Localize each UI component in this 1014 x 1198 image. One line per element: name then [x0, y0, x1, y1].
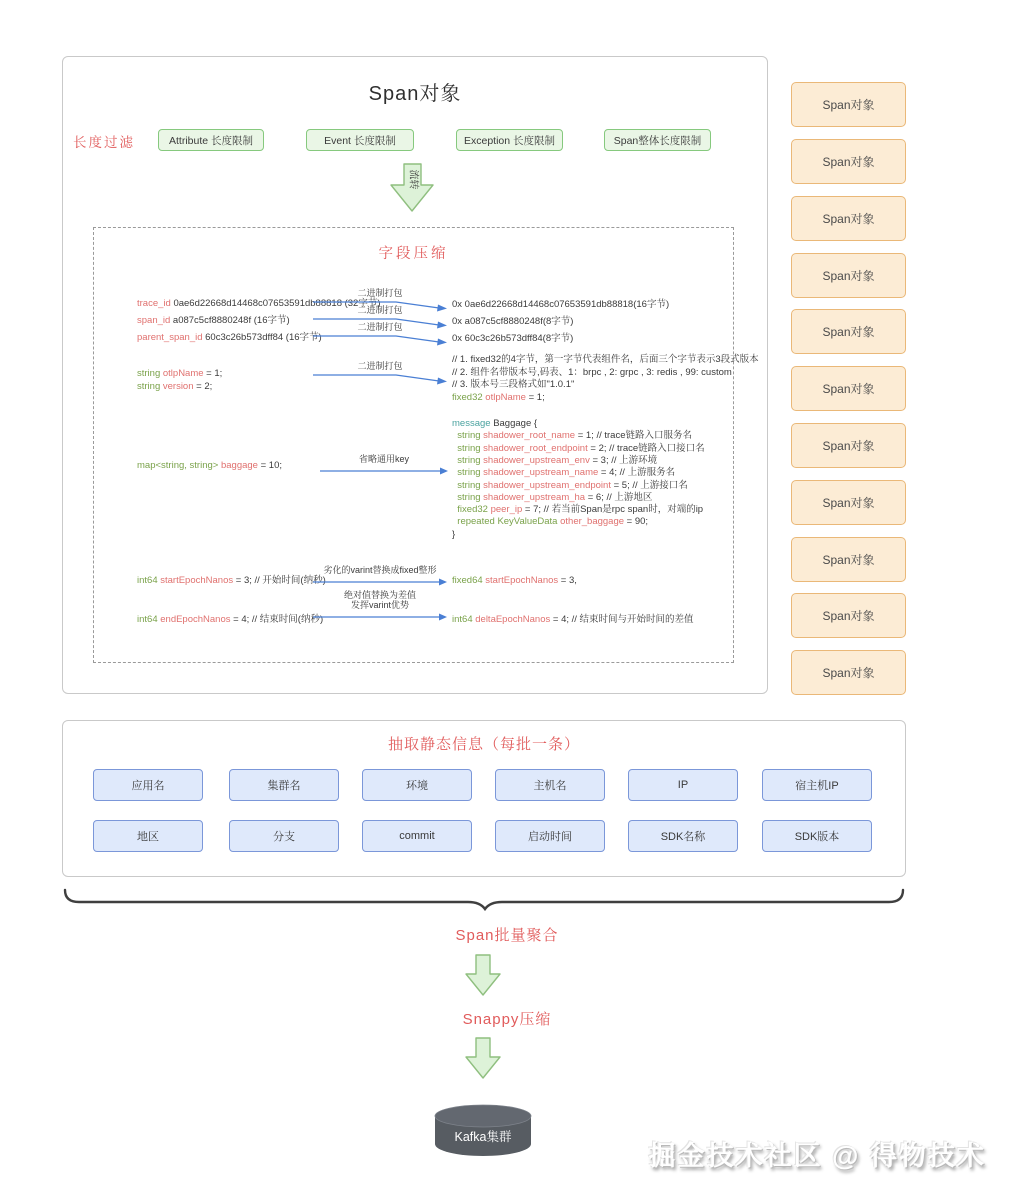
- otlp-right: [452, 379, 574, 391]
- baggage-block-line: [452, 516, 648, 528]
- baggage-block-line: [452, 443, 705, 455]
- code-segment: 0x 0ae6d22668d14468c07653591db88818(16字节): [452, 299, 670, 310]
- code-segment: shadower_upstream_env: [483, 454, 590, 466]
- span-object-box-0: Span对象: [791, 82, 906, 127]
- static-field-button: 分支: [229, 820, 339, 852]
- code-segment: = 1;: [203, 368, 223, 379]
- baggage-left: [137, 460, 282, 472]
- static-field-button: commit: [362, 820, 472, 852]
- baggage-block-line: [452, 504, 703, 516]
- down-arrow-icon: [464, 1037, 502, 1085]
- filter-button-2: Exception 长度限制: [456, 129, 563, 151]
- code-segment: fixed32: [452, 392, 486, 404]
- code-segment: shadower_root_endpoint: [483, 442, 588, 454]
- static-field-button: SDK版本: [762, 820, 872, 852]
- code-segment: trace_id: [137, 298, 174, 309]
- baggage-block-line: [452, 418, 537, 430]
- flow-arrow-label: 流转: [407, 169, 419, 190]
- right-arrow-icon: [312, 610, 448, 624]
- code-segment: fixed32: [457, 504, 491, 516]
- static-field-button: 集群名: [229, 769, 339, 801]
- code-segment: 0x 60c3c26b573dff84(8字节): [452, 333, 574, 344]
- span-object-box-3: Span对象: [791, 253, 906, 298]
- batch-aggregate-label: Span批量聚合: [455, 927, 559, 944]
- code-segment: = 1;: [525, 392, 545, 404]
- arrow-label: 二进制打包: [357, 288, 403, 298]
- right-arrow-icon: [312, 575, 448, 589]
- static-info-panel: [62, 720, 906, 877]
- time-row-right: [452, 575, 577, 587]
- arrow-label: 发挥varint优势: [350, 600, 409, 610]
- code-segment: string: [457, 467, 484, 479]
- blue-arrow: [312, 361, 448, 385]
- code-segment: = 5; // 上游接口名: [610, 479, 688, 491]
- right-arrow-icon: [312, 371, 448, 385]
- code-segment: span_id: [137, 315, 173, 326]
- code-segment: = 10;: [257, 460, 282, 471]
- watermark: 掘金技术社区 @ 得物技术: [648, 1141, 986, 1171]
- static-field-button: 启动时间: [495, 820, 605, 852]
- arrow-label: 二进制打包: [357, 322, 403, 332]
- blue-arrow: [312, 565, 448, 589]
- span-object-box-7: Span对象: [791, 480, 906, 525]
- code-segment: string: [457, 479, 484, 491]
- id-row-right: [452, 316, 573, 328]
- code-segment: }: [452, 528, 456, 540]
- blue-arrow: [312, 590, 448, 624]
- filter-button-3: Span整体长度限制: [604, 129, 711, 151]
- code-segment: string: [137, 368, 163, 379]
- baggage-block-line: [452, 529, 455, 541]
- filter-button-1: Event 长度限制: [306, 129, 414, 151]
- time-row-right: [452, 614, 694, 626]
- baggage-block-line: [452, 480, 688, 492]
- code-segment: a087c5cf8880248f (16字节): [172, 315, 290, 326]
- code-segment: endEpochNanos: [160, 614, 231, 625]
- kafka-cluster-label: Kafka集群: [454, 1130, 512, 1144]
- code-segment: int64: [452, 614, 476, 625]
- code-segment: = 3,: [558, 575, 577, 586]
- otlp-right: [452, 367, 732, 379]
- code-segment: shadower_upstream_ha: [483, 491, 586, 503]
- code-segment: startEpochNanos: [160, 575, 234, 586]
- baggage-block-line: [452, 455, 657, 467]
- static-field-button: 主机名: [495, 769, 605, 801]
- code-segment: = 2; // trace链路入口接口名: [587, 442, 705, 454]
- code-segment: shadower_upstream_name: [483, 467, 599, 479]
- code-segment: string: [137, 381, 163, 392]
- blue-arrow: [319, 454, 449, 478]
- static-field-button: 地区: [93, 820, 203, 852]
- code-segment: other_baggage: [560, 516, 625, 528]
- code-segment: = 6; // 上游地区: [585, 491, 653, 503]
- span-object-box-6: Span对象: [791, 423, 906, 468]
- static-info-title: 抽取静态信息（每批一条）: [387, 736, 580, 753]
- code-segment: // 1. fixed32的4字节，第一字节代表组件名，后面三个字节表示3段式版本: [452, 354, 759, 365]
- length-filter-label: 长度过滤: [73, 135, 135, 150]
- time-row-left: [137, 575, 326, 587]
- code-segment: otlpName: [162, 368, 204, 379]
- span-object-box-10: Span对象: [791, 650, 906, 695]
- code-segment: string: [457, 454, 484, 466]
- id-row-left: [137, 315, 290, 327]
- field-compression-box: [93, 227, 759, 663]
- otlp-right: [452, 392, 545, 404]
- right-arrow-icon: [312, 332, 448, 346]
- code-segment: 0ae6d22668d14468c07653591db88818 (32字节): [173, 298, 381, 309]
- code-segment: version: [162, 381, 194, 392]
- code-segment: baggage: [220, 460, 258, 471]
- code-segment: KeyValueData: [497, 516, 561, 528]
- code-segment: shadower_root_name: [483, 430, 576, 442]
- id-row-left: [137, 332, 322, 344]
- code-segment: = 1; // trace链路入口服务名: [575, 430, 692, 442]
- otlp-left: [137, 381, 212, 393]
- baggage-block-line: [452, 467, 675, 479]
- baggage-block-line: [452, 430, 692, 442]
- baggage-block-line: [452, 492, 652, 504]
- span-object-box-2: Span对象: [791, 196, 906, 241]
- code-segment: startEpochNanos: [485, 575, 559, 586]
- time-row-left: [137, 614, 323, 626]
- otlp-left: [137, 368, 222, 380]
- right-arrow-icon: [319, 464, 449, 478]
- code-segment: 60c3c26b573dff84 (16字节): [205, 332, 322, 343]
- code-segment: // 2. 组件名带版本号,码表、1：brpc , 2: grpc , 3: redis , 99: custom: [452, 366, 732, 378]
- code-segment: string: [457, 491, 484, 503]
- static-field-button: 环境: [362, 769, 472, 801]
- code-segment: map<string, string>: [137, 460, 221, 471]
- arrow-label: 劣化的varint替换成fixed整形: [323, 565, 437, 575]
- code-segment: fixed64: [452, 575, 486, 586]
- code-segment: = 4; // 结束时间与开始时间的差值: [550, 614, 694, 625]
- code-segment: = 7; // 若当前Span是rpc span时，对端的ip: [522, 504, 704, 516]
- code-segment: parent_span_id: [137, 332, 206, 343]
- id-row-right: [452, 333, 573, 345]
- arrow-label: 二进制打包: [357, 361, 403, 371]
- code-segment: = 3; // 上游环境: [589, 454, 658, 466]
- code-segment: string: [457, 442, 484, 454]
- span-object-panel: [62, 56, 768, 694]
- arrow-label: 绝对值替换为差值: [343, 590, 416, 600]
- down-arrow-icon: [464, 954, 502, 1002]
- blue-arrow: [312, 322, 448, 346]
- code-segment: = 4; // 结束时间(纳秒): [230, 614, 324, 625]
- arrow-label: 二进制打包: [357, 305, 403, 315]
- code-segment: int64: [137, 575, 161, 586]
- code-segment: // 3. 版本号三段格式如"1.0.1": [452, 379, 575, 391]
- code-segment: = 3; // 开始时间(纳秒): [233, 575, 326, 586]
- field-compression-title: 字段压缩: [378, 246, 449, 262]
- code-segment: peer_ip: [490, 504, 523, 516]
- code-segment: = 90;: [624, 516, 649, 528]
- static-field-button: 宿主机IP: [762, 769, 872, 801]
- span-panel-title: Span对象: [368, 83, 462, 105]
- code-segment: string: [457, 430, 484, 442]
- code-segment: otlpName: [485, 392, 526, 404]
- static-field-button: 应用名: [93, 769, 203, 801]
- code-segment: = 4; // 上游服务名: [598, 467, 676, 479]
- otlp-right: [452, 354, 759, 366]
- code-segment: 0x a087c5cf8880248f(8字节): [452, 316, 574, 327]
- span-object-box-4: Span对象: [791, 309, 906, 354]
- code-segment: shadower_upstream_endpoint: [483, 479, 611, 491]
- snappy-compress-label: Snappy压缩: [462, 1011, 552, 1028]
- code-segment: Baggage {: [493, 418, 538, 429]
- code-segment: = 2;: [193, 381, 213, 392]
- static-field-button: SDK名称: [628, 820, 738, 852]
- flow-down-arrow-icon: [389, 163, 435, 213]
- span-object-box-1: Span对象: [791, 139, 906, 184]
- span-object-box-5: Span对象: [791, 366, 906, 411]
- id-row-right: [452, 299, 669, 311]
- code-segment: repeated: [457, 516, 498, 528]
- code-segment: deltaEpochNanos: [475, 614, 551, 625]
- static-field-button: IP: [628, 769, 738, 801]
- span-object-box-8: Span对象: [791, 537, 906, 582]
- code-segment: message: [452, 418, 494, 429]
- aggregate-brace: [62, 886, 906, 912]
- span-object-box-9: Span对象: [791, 593, 906, 638]
- arrow-label: 省略通用key: [358, 454, 409, 464]
- filter-button-0: Attribute 长度限制: [158, 129, 264, 151]
- code-segment: int64: [137, 614, 161, 625]
